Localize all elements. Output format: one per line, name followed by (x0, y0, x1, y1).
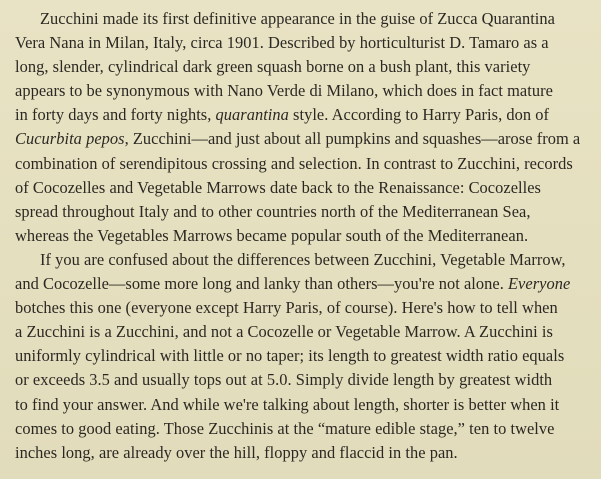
italic-term-quarantina: quarantina (215, 105, 289, 125)
paragraph-1-line-3: long, slender, cylindrical dark green squash borne on a bush plant, this variety (15, 57, 531, 77)
paragraph-1-line-4: appears to be synonymous with Nano Verde di Milano, which does in fact mature (15, 81, 553, 101)
paragraph-1-line-1: Zucchini made its first definitive appearance in the guise of Zucca Quarantina (40, 9, 555, 28)
paragraph-2-line-6: or exceeds 3.5 and usually tops out at 5.0. Simply divide length by greatest width (15, 370, 553, 390)
paragraph-2-line-9: inches long, are already over the hill, floppy and flaccid in the pan. (15, 442, 458, 462)
paragraph-1-line-5: in forty days and forty nights, quarantina style. According to Harry Paris, don of (15, 105, 550, 125)
paragraph-1-line-9: spread throughout Italy and to other countries north of the Mediterranean Sea, (15, 201, 531, 221)
paragraph-1-line-7: combination of serendipitous crossing and selection. In contrast to Zucchini, records (15, 153, 573, 173)
paragraph-1-line-6: Cucurbita pepos, Zucchini—and just about all pumpkins and squashes—arose from a (15, 129, 581, 149)
paragraph-2-line-7: to find your answer. And while we're talking about length, shorter is better when it (15, 394, 560, 414)
italic-term-cucurbita-pepos: Cucurbita pepos (15, 129, 125, 149)
italic-term-everyone: Everyone (507, 274, 571, 294)
paragraph-2-line-3: botches this one (everyone except Harry Paris, of course). Here's how to tell when (15, 298, 558, 318)
paragraph-1-line-2: Vera Nana in Milan, Italy, circa 1901. Described by horticulturist D. Tamaro as a (15, 33, 549, 53)
paragraph-2-line-5: uniformly cylindrical with little or no taper; its length to greatest width ratio equals (15, 346, 565, 366)
paragraph-1-line-8: of Cocozelles and Vegetable Marrows date back to the Renaissance: Cocozelles (15, 177, 541, 197)
paragraph-2-line-2: and Cocozelle—some more long and lanky than others—you're not alone. Everyone (15, 274, 571, 294)
body-text (15, 7, 595, 465)
paragraph-2-line-8: comes to good eating. Those Zucchinis at the “mature edible stage,” ten to twelve (15, 418, 555, 438)
paragraph-1-line-10: whereas the Vegetables Marrows became popular south of the Mediterranean. (15, 225, 529, 245)
paragraph-2-line-1: If you are confused about the differences between Zucchini, Vegetable Marrow, (40, 249, 566, 269)
paragraph-2-line-4: a Zucchini is a Zucchini, and not a Cocozelle or Vegetable Marrow. A Zucchini is (15, 322, 553, 342)
